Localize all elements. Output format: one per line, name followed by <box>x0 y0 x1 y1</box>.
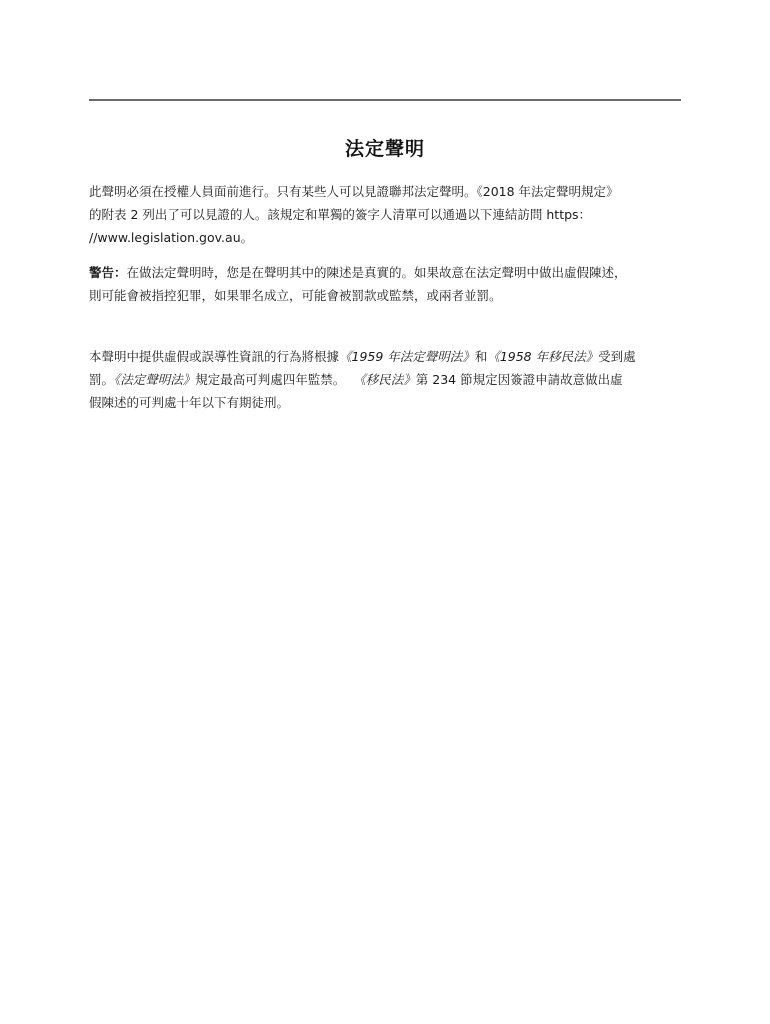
paragraph-line: 假陳述的可判處十年以下有期徒刑。 <box>89 395 290 410</box>
paragraph-line <box>89 368 687 391</box>
paragraph-line <box>89 345 687 368</box>
legislation-link-text: //www.legislation.gov.au。 <box>89 230 254 245</box>
penalty-text: 和 <box>474 349 488 364</box>
penalty-text: 第 234 節規定因簽證申請故意做出虛 <box>415 372 623 387</box>
page-title: 法定聲明 <box>344 138 425 160</box>
paragraph-witness-info <box>89 180 687 249</box>
warning-label: 警告： <box>89 265 127 280</box>
paragraph-line: 則可能會被指控犯罪，如果罪名成立，可能會被罰款或監禁，或兩者並罰。 <box>89 288 502 303</box>
paragraph-penalties <box>89 345 687 414</box>
penalty-text: 本聲明中提供虛假或誤導性資訊的行為將根據 <box>89 349 340 364</box>
penalty-text: 受到處 <box>598 349 636 364</box>
top-divider <box>89 99 681 101</box>
act-title-1958: 《1958 年移民法》 <box>487 349 599 364</box>
penalty-text: 規定最高可判處四年監禁。 <box>195 372 346 387</box>
act-title-short: 《法定聲明法》 <box>114 372 196 387</box>
paragraph-line: 此聲明必須在授權人員面前進行。只有某些人可以見證聯邦法定聲明。《2018 年法定聲明規定》 <box>89 184 619 199</box>
penalty-text: 罰。 <box>89 372 115 387</box>
warning-text: 在做法定聲明時，您是在聲明其中的陳述是真實的。如果故意在法定聲明中做出虛假陳述， <box>126 265 627 280</box>
paragraph-line: 的附表 2 列出了可以見證的人。該規定和單獨的簽字人清單可以通過以下連結訪問 https： <box>89 207 592 222</box>
act-title-migration: 《移民法》 <box>353 372 416 387</box>
paragraph-line <box>89 261 687 284</box>
paragraph-warning <box>89 261 687 307</box>
act-title-1959: 《1959 年法定聲明法》 <box>339 349 475 364</box>
